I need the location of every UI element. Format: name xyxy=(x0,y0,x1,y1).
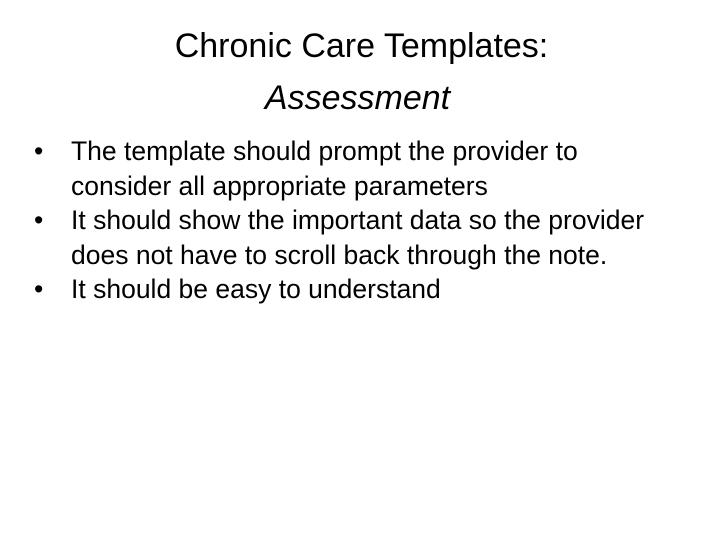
bullet-item xyxy=(34,272,684,307)
bullet-text: The template should prompt the provider to consider all appropriate parameters xyxy=(71,136,578,201)
bullet-marker: • xyxy=(34,274,44,304)
slide-title-subtitle: Assessment xyxy=(264,79,451,117)
bullet-marker: • xyxy=(34,136,44,166)
bullet-text: It should show the important data so the provider does not have to scroll back through the note. xyxy=(71,205,645,270)
bullet-text: It should be easy to understand xyxy=(71,274,441,304)
bullet-item xyxy=(34,203,684,272)
slide-title-main: Chronic Care Templates: xyxy=(174,27,549,65)
bullet-marker: • xyxy=(34,205,44,235)
bullet-item xyxy=(34,134,684,203)
bullet-list xyxy=(34,134,684,307)
slide-title xyxy=(0,20,720,124)
